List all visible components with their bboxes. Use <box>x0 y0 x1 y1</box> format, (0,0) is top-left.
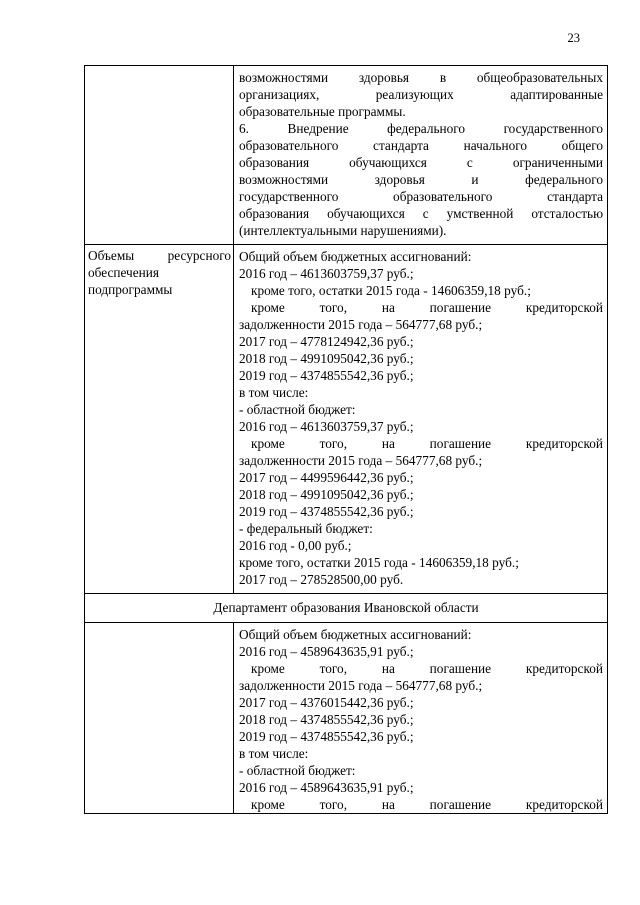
subprogram-passport-table <box>84 65 608 814</box>
label-line: Объемы ресурсного <box>88 248 231 263</box>
content-cell <box>234 66 608 245</box>
text-line: Общий объем бюджетных ассигнований: <box>239 249 472 264</box>
text-line: 2016 год – 4589643635,91 руб.; <box>239 644 414 659</box>
table-row <box>85 66 608 245</box>
section-heading: Департамент образования Ивановской области <box>85 594 608 623</box>
text-line: возможностями здоровья в общеобразовательных <box>239 70 603 85</box>
text-line: в том числе: <box>239 385 309 400</box>
text-line: государственного образовательного стандарта <box>239 189 603 204</box>
text-line: 2017 год – 278528500,00 руб. <box>239 572 404 587</box>
text-line: 2018 год – 4991095042,36 руб.; <box>239 487 414 502</box>
table-row <box>85 594 608 623</box>
text-line: 2016 год – 4613603759,37 руб.; <box>239 266 414 281</box>
text-line: 2017 год – 4376015442,36 руб.; <box>239 695 414 710</box>
text-line: возможностями здоровья и федерального <box>239 172 603 187</box>
text-line: - федеральный бюджет: <box>239 521 373 536</box>
text-line: задолженности 2015 года – 564777,68 руб.; <box>239 317 483 332</box>
label-cell <box>85 66 234 245</box>
text-line: образовательные программы. <box>239 104 406 119</box>
text-line: 2017 год – 4499596442,36 руб.; <box>239 470 414 485</box>
text-line: образования обучающихся с умственной отсталостью <box>239 206 603 221</box>
text-line: 2018 год – 4991095042,36 руб.; <box>239 351 414 366</box>
text-line: 2019 год – 4374855542,36 руб.; <box>239 368 414 383</box>
text-line: 2016 год – 4613603759,37 руб.; <box>239 419 414 434</box>
page-number: 23 <box>567 31 580 45</box>
text-line: кроме того, на погашение кредиторской <box>251 797 603 812</box>
text-line: 2019 год – 4374855542,36 руб.; <box>239 504 414 519</box>
text-line: образовательного стандарта начального общего <box>239 138 603 153</box>
text-line: 2016 год – 4589643635,91 руб.; <box>239 780 414 795</box>
label-line: обеспечения <box>88 265 159 280</box>
text-line: кроме того, остатки 2015 года - 14606359,18 руб.; <box>239 555 519 570</box>
text-line: кроме того, на погашение кредиторской <box>251 661 603 676</box>
content-cell <box>234 623 608 814</box>
text-line: 6. Внедрение федерального государственного <box>239 121 603 136</box>
label-cell <box>85 623 234 814</box>
text-line: кроме того, на погашение кредиторской <box>251 436 603 451</box>
table-row <box>85 245 608 594</box>
table-row <box>85 623 608 814</box>
label-line: подпрограммы <box>88 282 173 297</box>
text-line: 2017 год – 4778124942,36 руб.; <box>239 334 414 349</box>
text-line: задолженности 2015 года – 564777,68 руб.; <box>239 678 483 693</box>
text-line: 2019 год – 4374855542,36 руб.; <box>239 729 414 744</box>
text-line: в том числе: <box>239 746 309 761</box>
text-line: - областной бюджет: <box>239 402 356 417</box>
text-line: (интеллектуальными нарушениями). <box>239 223 447 238</box>
text-line: образования обучающихся с ограниченными <box>239 155 603 170</box>
text-line: задолженности 2015 года – 564777,68 руб.; <box>239 453 483 468</box>
text-line: 2016 год - 0,00 руб.; <box>239 538 352 553</box>
text-line: организациях, реализующих адаптированные <box>239 87 603 102</box>
text-line: кроме того, остатки 2015 года - 14606359,18 руб.; <box>251 283 531 298</box>
label-cell <box>85 245 234 594</box>
text-line: 2018 год – 4374855542,36 руб.; <box>239 712 414 727</box>
text-line: - областной бюджет: <box>239 763 356 778</box>
content-cell <box>234 245 608 594</box>
text-line: кроме того, на погашение кредиторской <box>251 300 603 315</box>
text-line: Общий объем бюджетных ассигнований: <box>239 627 472 642</box>
